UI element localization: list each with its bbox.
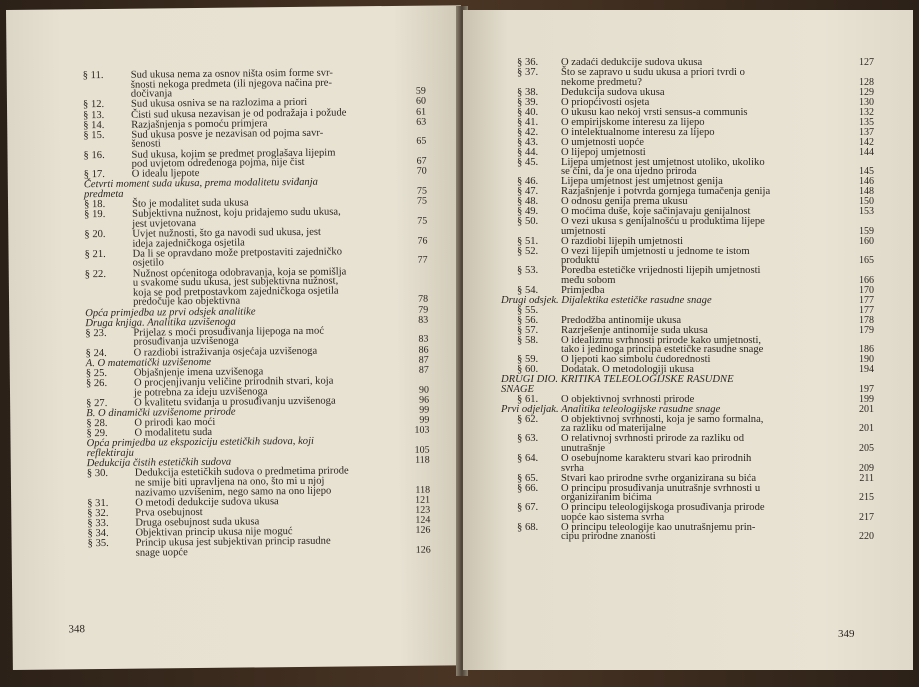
section-title: koja se pod pretpostavkom zajedničkoga osjetila (132, 285, 339, 299)
section-title: Uvjet nužnosti, što ga navodi sud ukusa, jest (132, 226, 322, 240)
section-title: O principu prosuđivanja unutrašnje svrhnosti u (561, 482, 761, 494)
page-reference: 87 (418, 354, 429, 366)
section-number: § 49. (517, 206, 539, 218)
section-title: umjetnosti (561, 225, 606, 237)
page-reference: 118 (415, 454, 430, 466)
section-number: § 12. (82, 99, 105, 111)
page-reference: 130 (859, 96, 874, 108)
page-reference: 103 (414, 424, 430, 436)
page-reference: 145 (859, 166, 874, 178)
page-reference: 127 (859, 57, 874, 68)
page-reference: 144 (859, 146, 874, 158)
page-reference: 75 (416, 195, 428, 207)
section-number: § 60. (517, 364, 539, 376)
section-number: § 51. (517, 235, 539, 247)
page-reference: 166 (859, 274, 874, 286)
section-title: O lijepoj umjetnosti (561, 146, 646, 158)
page-reference: 135 (859, 116, 874, 128)
section-title: nekome predmetu? (561, 76, 642, 88)
page-reference: 123 (415, 504, 431, 516)
section-title: predmeta (83, 188, 124, 201)
page-reference: 65 (416, 135, 427, 148)
page-reference: 220 (859, 531, 874, 543)
section-title: Razrješenje antinomije suda ukusa (561, 324, 708, 336)
page-reference: 137 (859, 126, 874, 138)
left-table-of-contents (6, 5, 461, 559)
section-title: za razliku od materijalne (561, 423, 667, 435)
section-number: § 65. (517, 472, 539, 484)
page-reference: 90 (418, 384, 430, 396)
section-title: O empirijskome interesu za lijepo (561, 116, 705, 128)
section-number: § 30. (86, 468, 109, 480)
section-title: Dodatak. O metodologiji ukusa (561, 364, 694, 376)
section-title: Dedukcija čistih estetičkih sudova (86, 456, 232, 470)
section-number: § 64. (517, 452, 539, 464)
section-number: § 25. (85, 367, 108, 380)
section-number: § 58. (517, 334, 539, 346)
section-number: § 13. (83, 109, 105, 121)
section-title: O vezi lijepih umjetnosti u jednome te istom (561, 245, 750, 257)
section-title: Predodžba antinomije ukusa (561, 314, 682, 326)
section-number: § 68. (517, 521, 539, 533)
section-title: Sud ukusa, kojim se predmet proglašava lijepim (131, 147, 336, 161)
toc-entry-line (517, 452, 752, 464)
section-title: je potrebna za ideju uzvišenoga (133, 385, 268, 399)
section-number: § 26. (85, 378, 108, 390)
section-title: O ukusu kao nekoj vrsti sensus-a communis (561, 106, 748, 118)
section-title: O odnosu genija prema ukusu (561, 196, 688, 208)
section-title: cipu prirodne znanosti (561, 531, 656, 543)
section-number: § 56. (517, 314, 539, 326)
section-title: O prirodi kao moći (134, 416, 216, 429)
page-reference: 160 (859, 235, 874, 247)
section-number: § 17. (83, 169, 105, 181)
section-title: Princip ukusa jest subjektivan princip rasudne (135, 535, 331, 549)
section-title: O principu teleologijskoga prosuđivanja prirode (561, 502, 765, 514)
section-number: § 54. (517, 284, 539, 296)
section-title: uopće kao sistema svrha (561, 511, 665, 523)
section-title: O priopćivosti osjeta (561, 96, 650, 108)
page-reference: 215 (859, 492, 874, 504)
section-number: § 35. (87, 538, 109, 550)
section-title: Prijelaz s moći prosuđivanja lijepoga na moć (133, 325, 325, 339)
section-number: § 19. (84, 209, 106, 221)
page-reference: 78 (417, 293, 429, 306)
page-reference: 79 (418, 304, 429, 316)
page-reference: 75 (416, 185, 427, 197)
section-number: § 63. (517, 433, 539, 445)
section-number: § 45. (517, 156, 539, 168)
section-title: Opća primjedba uz ekspoziciju estetičkih sudova, koji (86, 436, 315, 450)
section-number: § 53. (517, 265, 539, 277)
page-reference: 217 (859, 511, 874, 523)
section-title: O moćima duše, koje sačinjavaju genijalnost (561, 206, 751, 218)
page-reference: 70 (416, 165, 427, 178)
section-title: O principu teleologije kao unutrašnjemu prin- (561, 521, 756, 533)
page-reference: 146 (859, 176, 874, 188)
page-reference: 99 (419, 414, 430, 426)
left-page (6, 5, 468, 670)
section-number: § 47. (517, 186, 539, 198)
section-title: B. O dinamički uzvišenome prirode (86, 406, 236, 420)
section-number: § 66. (517, 482, 539, 494)
section-title: O metodi dedukcije sudova ukusa (135, 495, 279, 509)
page-reference: 60 (415, 95, 427, 108)
page-reference: 142 (859, 136, 874, 148)
section-number: § 55. (517, 304, 539, 316)
section-number: § 14. (83, 119, 105, 131)
section-title: dočivanja (130, 88, 173, 100)
page-reference: 67 (416, 155, 427, 167)
section-title: predočuje kao objektivna (133, 295, 241, 309)
section-title: O ljepoti kao simbolu ćudorednosti (561, 354, 711, 366)
page-reference: 153 (859, 206, 874, 218)
section-number: § 33. (87, 517, 109, 530)
section-title: Drugi odsjek. Dijalektika estetičke rasudne snage (501, 294, 712, 306)
section-title: Nužnost općenitoga odobravanja, koja se pomišlja (132, 266, 347, 280)
page-reference: 86 (418, 344, 429, 356)
section-number: § 36. (517, 57, 539, 68)
right-page-number: 349 (838, 628, 855, 640)
section-number: § 24. (85, 347, 107, 359)
section-title: šenosti (131, 138, 161, 151)
section-title: Što se zapravo u sudu ukusa a priori tvrdi o (561, 67, 745, 78)
page-reference: 129 (859, 86, 874, 98)
section-number: § 40. (517, 106, 539, 118)
page-reference: 63 (416, 116, 427, 128)
section-number: § 28. (86, 418, 108, 430)
section-title: O idealu ljepote (131, 168, 200, 180)
section-number: § 59. (517, 354, 539, 366)
page-reference: 121 (415, 494, 431, 506)
section-title: Razjašnjenja s pomoću primjera (131, 117, 268, 131)
section-title: unutrašnje (561, 442, 606, 454)
section-title: Lijepa umjetnost jest umjetnost genija (561, 176, 723, 188)
section-number: § 38. (517, 86, 539, 98)
section-number: § 18. (83, 199, 106, 211)
page-reference: 61 (416, 106, 427, 118)
section-title: O razdiobi lijepih umjetnosti (561, 235, 684, 247)
section-number: § 32. (87, 507, 109, 519)
page-reference: 76 (417, 235, 428, 247)
page-reference: 124 (415, 514, 431, 526)
page-reference: 209 (859, 462, 874, 474)
page-reference: 179 (859, 324, 874, 336)
section-title: Što je modalitet suda ukusa (131, 197, 249, 210)
toc-entry-line (517, 472, 757, 484)
section-title: među sobom (561, 274, 616, 286)
section-title: O idealizmu svrhnosti prirode kako umjetnosti, (561, 334, 762, 346)
section-title: O objektivnoj svrhnosti prirode (561, 393, 695, 405)
section-title: prosuđivanja uzvišenoga (133, 336, 239, 349)
toc-entry-line (561, 464, 584, 474)
section-title: Sud ukusa nema za osnov ništa osim forme svr- (130, 67, 333, 81)
section-title: osjetilo (132, 257, 164, 270)
page-reference: 177 (859, 294, 874, 306)
page-reference: 190 (859, 354, 874, 366)
section-title: O vezi ukusa s genijalnošću u produktima lijepe (561, 216, 765, 228)
page-reference: 170 (859, 284, 874, 296)
section-title: u svakome sudu ukusa, jest subjektivna nužnost, (132, 275, 339, 289)
section-number: § 21. (84, 248, 106, 261)
section-number: § 61. (517, 393, 539, 405)
section-number: § 20. (84, 229, 106, 241)
page-reference: 186 (859, 344, 874, 356)
page-reference: 75 (417, 215, 428, 227)
section-number: § 46. (517, 176, 539, 188)
page-reference: 199 (859, 393, 874, 405)
section-title: O objektivnoj svrhnosti, koja je samo formalna, (561, 413, 764, 425)
section-title: Razjašnjenje i potvrda gornjega tumačenja genija (561, 186, 771, 198)
section-number: § 39. (517, 96, 539, 108)
section-number: § 57. (517, 324, 539, 336)
section-title: Čisti sud ukusa nezavisan je od podražaja i požude (131, 106, 347, 121)
section-title: produktu (561, 255, 600, 267)
section-title: Prva osebujnost (135, 506, 203, 519)
section-title: svrha (561, 462, 584, 474)
section-title: ideja zajedničkoga osjetila (132, 237, 245, 250)
section-number: § 43. (517, 136, 539, 148)
section-title: reflektiraju (86, 447, 134, 460)
section-title: Druga osebujnost suda ukusa (135, 516, 260, 529)
section-title: O relativnoj svrhnosti prirode za razliku od (561, 433, 744, 445)
page-reference: 194 (859, 364, 874, 376)
section-title: A. O matematički uzvišenome (85, 356, 212, 369)
section-number: § 29. (86, 428, 108, 440)
section-number: § 31. (87, 497, 109, 509)
page-reference: 148 (859, 186, 874, 198)
section-title: Sud ukusa posve je nezavisan od pojma savr- (131, 127, 324, 141)
section-title: pod uvjetom određenoga pojma, nije čist (131, 157, 305, 170)
section-number: § 44. (517, 146, 539, 158)
section-title: Sud ukusa osniva se na razlozima a priori (130, 97, 308, 111)
page-reference: 83 (418, 334, 429, 346)
section-title: organiziranim bićima (561, 492, 652, 504)
page-reference: 83 (418, 314, 429, 326)
section-number: § 23. (85, 327, 107, 340)
section-number: § 27. (86, 397, 108, 409)
section-title: Opća primjedba uz prvi odsjek analitike (85, 305, 256, 319)
section-title: Stvari kao prirodne svrhe organizirana su bića (561, 472, 757, 484)
section-title: Primjedba (561, 284, 605, 296)
section-title: snage uopće (135, 546, 188, 559)
section-title: O intelektualnome interesu za lijepo (561, 126, 715, 138)
section-number: § 11. (82, 69, 104, 82)
page-reference: 165 (859, 255, 874, 267)
page-reference: 118 (415, 484, 431, 496)
section-title: O razdiobi istraživanja osjećaja uzvišenoga (133, 345, 318, 359)
right-page (463, 10, 913, 670)
page-reference: 197 (859, 383, 874, 395)
section-title: nazivamo uzvišenim, nego samo na ono lijepo (135, 485, 332, 499)
page-reference: 132 (859, 106, 874, 118)
section-title: se čini, da je ona ujedno priroda (561, 166, 697, 178)
toc-entry-line (84, 246, 343, 261)
section-title: O procjenjivanju veličine prirodnih stvari, koja (133, 375, 334, 389)
page-reference: 105 (414, 444, 430, 456)
page-reference: 177 (859, 304, 874, 316)
section-number: § 62. (517, 413, 539, 425)
toc-entry-line (501, 375, 734, 385)
page-reference: 126 (415, 524, 431, 536)
page-reference: 59 (415, 85, 426, 97)
section-number: § 22. (84, 268, 107, 280)
section-title: O modalitetu suda (134, 427, 213, 439)
section-number: § 42. (517, 126, 539, 138)
section-number: § 37. (517, 67, 539, 78)
section-number: § 41. (517, 116, 539, 128)
section-title: Objašnjenje imena uzvišenoga (133, 366, 264, 379)
page-reference: 150 (859, 196, 874, 208)
section-title: Četvrti moment suda ukusa, prema modalitetu sviđanja (83, 177, 319, 191)
section-title: SNAGE (501, 383, 534, 395)
section-title: DRUGI DIO. KRITIKA TELEOLOGIJSKE RASUDNE (501, 374, 734, 386)
page-reference: 178 (859, 314, 874, 326)
section-title: jest uvjetovana (132, 217, 197, 230)
section-title: šnosti nekoga predmeta (ili njegova načina pre- (130, 77, 333, 91)
page-reference: 201 (859, 403, 874, 415)
page-reference: 159 (859, 225, 874, 237)
page-reference: 201 (859, 423, 874, 435)
section-title: Poredba estetičke vrijednosti lijepih umjetnosti (561, 265, 761, 277)
section-title: Lijepa umjetnost jest umjetnost utoliko, ukoliko (561, 156, 765, 168)
section-title: Druga knjiga. Analitika uzvišenoga (85, 316, 236, 329)
page-reference: 96 (419, 394, 430, 406)
page-reference: 211 (859, 472, 874, 484)
section-title: O umjetnosti uopće (561, 136, 644, 148)
section-number: § 16. (83, 149, 105, 161)
section-title: O kvalitetu sviđanja u prosuđivanju uzvišenoga (134, 395, 336, 409)
section-number: § 48. (517, 196, 539, 208)
section-number: § 15. (83, 129, 105, 141)
toc-entry-line (561, 532, 656, 542)
section-title: O osebujnome karakteru stvari kao prirodnih (561, 452, 752, 464)
toc-entry-line (136, 548, 188, 559)
page-reference: 128 (859, 76, 874, 88)
section-title: ne smije biti upravljena na ono, što mi u njoj (134, 475, 325, 489)
section-title: Subjektivna nužnost, koju pridajemo sudu ukusa, (132, 206, 341, 221)
section-title: tako i jedinoga principa estetičke rasudne snage (561, 344, 764, 356)
page-reference: 87 (418, 364, 429, 376)
left-page-number: 348 (68, 623, 86, 636)
page-reference: 99 (419, 404, 430, 416)
page-reference: 77 (417, 255, 428, 267)
section-number: § 67. (517, 502, 539, 514)
section-number: § 50. (517, 216, 539, 228)
page-reference: 126 (415, 544, 431, 556)
section-title: Objektivan princip ukusa nije moguć (135, 526, 293, 539)
section-title: Da li se opravdano može pretpostaviti zajedničko (132, 246, 343, 260)
section-number: § 34. (87, 528, 109, 540)
section-title: Dedukcija estetičkih sudova o predmetima prirode (134, 465, 349, 479)
page-reference: 205 (859, 442, 874, 454)
section-title: Dedukcija sudova ukusa (561, 86, 665, 98)
section-number: § 52. (517, 245, 539, 257)
section-title: O zadaći dedukcije sudova ukusa (561, 57, 703, 68)
section-title: Prvi odjeljak. Analitika teleologijske rasudne snage (501, 403, 721, 415)
